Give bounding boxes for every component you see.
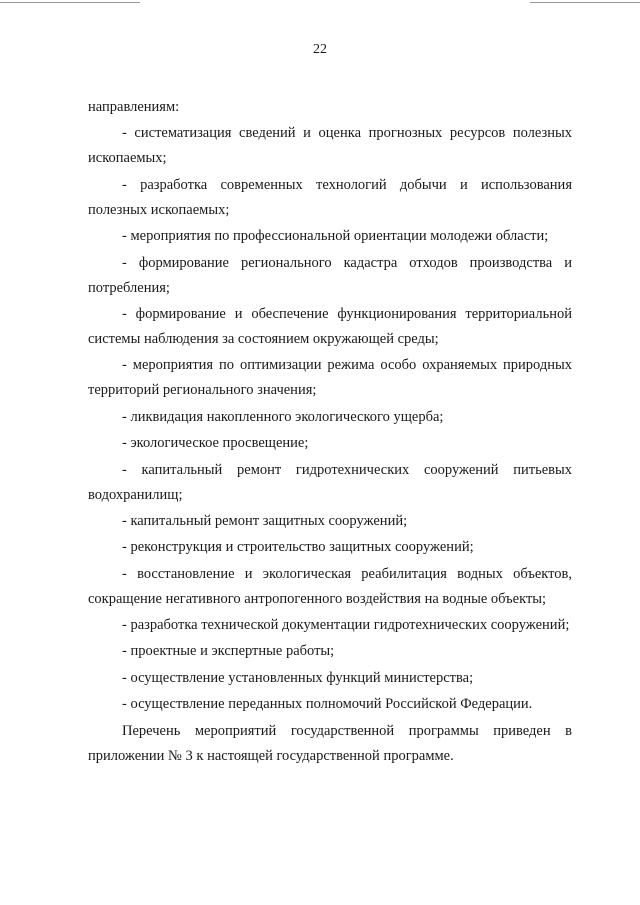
list-item-monitoring-system: - формирование и обеспечение функционирования территориальной системы наблюдения за состоянием окружающей среды; [88,305,572,347]
list-item-systematization: - систематизация сведений и оценка прогнозных ресурсов полезных ископаемых; [88,125,572,167]
list-item-reservoir-repair: - капитальный ремонт гидротехнических сооружений питьевых водохранилищ; [88,461,572,503]
list-item-protected-areas: - мероприятия по оптимизации режима особо охраняемых природных территорий регионального значения; [88,357,572,399]
list-item-youth-orientation: - мероприятия по профессиональной ориентации молодежи области; [122,228,549,245]
list-item-ecological-education: - экологическое просвещение; [122,435,309,452]
list-item-technology-development: - разработка современных технологий добычи и использования полезных ископаемых; [88,176,572,218]
list-item-waste-cadastre: - формирование регионального кадастра отходов производства и потребления; [88,254,572,296]
paragraph-continuation: направлениям: [88,99,180,115]
list-item-delegated-powers: - осуществление переданных полномочий Российской Федерации. [122,696,533,713]
page-number: 22 [313,42,327,57]
list-item-protective-construction: - реконструкция и строительство защитных сооружений; [122,539,474,556]
list-item-technical-documentation: - разработка технической документации гидротехнических сооружений; [122,617,570,634]
top-scan-rule-left [0,2,140,3]
paragraph-closing: Перечень мероприятий государственной программы приведен в приложении № 3 к настоящей государственной программе. [88,722,572,764]
list-item-damage-elimination: - ликвидация накопленного экологического ущерба; [122,408,444,425]
list-item-water-rehabilitation: - восстановление и экологическая реабилитация водных объектов, сокращение негативного антропогенного воздействия на водные объекты; [88,565,572,607]
document-body [88,95,572,770]
list-item-ministry-functions: - осуществление установленных функций министерства; [122,669,474,686]
top-scan-rule-right [530,2,640,3]
list-item-protective-repair: - капитальный ремонт защитных сооружений; [122,512,408,529]
list-item-design-works: - проектные и экспертные работы; [122,643,335,660]
